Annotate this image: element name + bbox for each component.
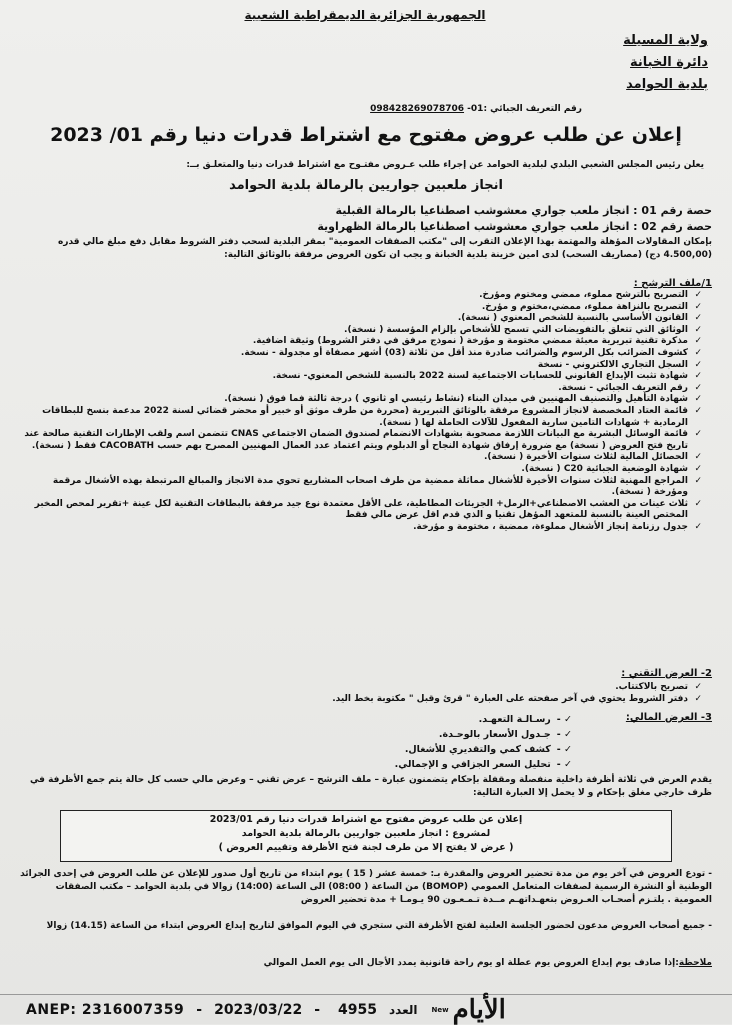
announcement-title: إعلان عن طلب عروض مفتوح مع اشتراط قدرات دنيا رقم 01/ 2023 <box>50 124 682 146</box>
deposit-paragraph: - تودع العروض في آخر يوم من مدة تحضير العروض والمقدرة بـ: خمسة عشر ( 15 ) يوم ابتداء من تاريخ أول صدور للإعلان عن طلب العروض في إحدى الجرائد الوطنية أو النشرة الرسمية لصفقات المتعامل العمومي (BOMOP) من الساعة ( 08:00) الى الساعة (14:00) زوالا في بلدية الحوامد – مكتب الصفقات العمومية . يلتـزم أصحـاب العـروض بتعهـداتهـم مــدة تـمـعـون 90 يـومـا + مدة تحضير العروض <box>20 869 712 905</box>
check-icon: ✓ <box>694 301 702 312</box>
baladiya-label: بلدية الحوامد <box>626 77 708 92</box>
envelope-line-3: ( عرض لا يفتح إلا من طرف لجنة فتح الأظرفة وتقييم العروض ) <box>218 842 514 853</box>
issue-number: 4955 <box>338 1001 378 1018</box>
list-item: ✓ جدول رزنامة إنجاز الأشغال مملوءة، ممضية ، مختومة و مؤرخة. <box>413 521 702 532</box>
list-item: ✓ تصريح بالاكتتاب. <box>615 682 702 692</box>
list-item: ✓ الحصائل المالية لثلاث سنوات الأخيرة ( نسخة). <box>483 452 702 463</box>
list-item: ✓ -كشف كمي والتقديري للأشغال. <box>404 744 572 755</box>
check-icon: ✓ <box>694 405 702 416</box>
separator: - <box>196 1001 203 1018</box>
check-icon: ✓ <box>694 693 702 704</box>
list-item: ✓ -رسـالـة التعهـد. <box>478 714 572 725</box>
list-item: ✓ قائمة الوسائل البشرية مع البيانات اللازمة مصحوبة بشهادات الانضمام لصندوق الضمان الاجتماعي CNAS تتضمن اسم ولقب الإطارات التقنية صالحة عند تاريخ فتح العروض ( نسخة) مع ضرورة إرفاق شهادة النجاح أو الدبلوم ويتم اعتماد عدد العمال المهنيين المصرح بهم حسب CACOBATH فقط ( نسخة). <box>24 429 702 451</box>
tax-id-label: رقم التعريف الجبائي :01- <box>467 104 582 114</box>
list-item: ✓ المراجع المهنية لثلاث سنوات الأخيرة للأشغال مماثلة ممضية من طرف اصحاب المشاريع تحوي مدة الانجاز والمبالغ المرتبطة بهذه الأشغال مرقمة ومؤرخة ( نسخة). <box>52 475 702 498</box>
check-icon: ✓ <box>694 521 702 532</box>
list-item: ✓ التصريح بالترشح مملوء، ممضي ومختوم ومؤرخ. <box>479 290 702 300</box>
envelope-line-1: إعلان عن طلب عروض مفتوح مع اشتراط قدرات دنيا رقم 2023/01 <box>209 814 523 825</box>
check-icon: ✓ - <box>556 759 572 770</box>
list-item: ✓ ثلاث عينات من العشب الاصطناعي+الرمل+ الجزيئات المطاطية، على الأقل معتمدة نوع جيد مرفقة بالبطاقات التقنية لكل عينة +تقرير لمحص المخبر المختص العينة بالنسبة للمتعهد المؤهل تقنيا و الذي قدم اقل عرض مالي فقط <box>34 498 702 521</box>
new-tag: New <box>431 1005 449 1014</box>
daira-label: دائرة الخبانة <box>630 55 708 70</box>
invite-paragraph: - جميع أصحاب العروض مدعون لحضور الجلسة العلنية لفتح الأظرفة التي ستجري في اليوم الموافق لتاريخ إيداع العروض ابتداء من الساعة (14.15) زوالا <box>46 921 712 931</box>
intro-text: يعلن رئيس المجلس الشعبي البلدي لبلدية الحوامد عن إجراء طلب عـروض مفتـوح مع اشتراط قدرات دنيا والمتعلـق بــ: <box>186 160 704 170</box>
administration-block <box>623 30 708 96</box>
section-candidacy-title: 1/ملف الترشح : <box>633 278 712 289</box>
project-name: انجاز ملعبين جواريين بالرمالة بلدية الحوامد <box>229 178 503 193</box>
check-icon: ✓ <box>694 371 702 382</box>
check-icon: ✓ <box>694 452 702 463</box>
check-icon: ✓ <box>694 290 702 300</box>
newspaper-logo: الأيام <box>452 994 506 1025</box>
list-item: ✓ رقم التعريف الجبائي - نسخة. <box>558 382 702 393</box>
envelope-box <box>60 810 672 862</box>
envelope-line-2: لمشروع : انجاز ملعبين جواريين بالرمالة بلدية الحوامد <box>241 828 491 839</box>
check-icon: ✓ <box>694 347 702 358</box>
section-financial-title: 3- العرض المالي: <box>625 712 712 723</box>
list-item: ✓ دفتر الشروط يحتوي في آخر صفحته على العبارة " قرئ وقبل " مكتوبة بخط اليد. <box>332 693 702 704</box>
check-icon: ✓ - <box>556 744 572 755</box>
wilaya-label: ولاية المسيلة <box>623 33 708 48</box>
lot-2: حصة رقم 02 : انجاز ملعب جواري معشوشب اصطناعيا بالرمالة الظهراوية <box>317 220 712 233</box>
check-icon: ✓ <box>694 336 702 347</box>
lot-1: حصة رقم 01 : انجاز ملعب جواري معشوشب اصطناعيا بالرمالة القبلية <box>335 204 712 217</box>
list-item: ✓ السجل التجاري الالكتروني - نسخة <box>537 359 702 370</box>
financial-list <box>395 712 572 772</box>
issue-date: 2023/03/22 <box>214 1001 303 1018</box>
check-icon: ✓ - <box>556 729 572 740</box>
candidacy-list <box>20 290 702 533</box>
call-paragraph: بإمكان المقاولات المؤهلة والمهتمة بهذا الإعلان التقرب إلى "مكتب الصفقات العمومية" بمقر البلدية لسحب دفتر الشروط مقابل دفع مبلغ مالي قدره (4.500,00 دج) (مصاريف السحب) لدى امين خزينة بلدية الخبانة و يجب ان تكون العروض مرفقة بالوثائق التالية: <box>57 237 712 260</box>
list-item: ✓ قائمة العتاد المخصصة لانجاز المشروع مرفقة بالوثائق التبريرية (محررة من طرف موثق أو خبير أو محضر قضائي لسنة 2022 مدعمة بنسخ للبطاقات الرمادية + شهادات التامين سارية المفعول للآلات الحاملة لها ( نسخة). <box>42 405 702 428</box>
check-icon: ✓ <box>694 498 702 509</box>
check-icon: ✓ <box>694 382 702 393</box>
republic-header: الجمهورية الجزائرية الديمقراطية الشعبية <box>244 8 486 22</box>
technical-list <box>20 682 702 705</box>
check-icon: ✓ <box>694 429 702 440</box>
list-item: ✓ شهادة تثبت الإيداع القانوني للحسابات الاجتماعية لسنة 2022 بالنسبة للشخص المعنوي- نسخة. <box>272 371 702 382</box>
anep-number: ANEP: 2316007359 <box>26 1001 185 1018</box>
section-technical-title: 2- العرض التقني : <box>621 668 712 679</box>
list-item: ✓ التصريح بالنزاهة مملوء، ممضي،مختوم و مؤرخ. <box>481 301 702 312</box>
check-icon: ✓ <box>694 313 702 324</box>
list-item: ✓ القانون الأساسي بالنسبة للشخص المعنوي ( نسخة). <box>457 313 702 324</box>
separator: - <box>314 1001 321 1018</box>
list-item: ✓ مذكرة تقنية تبريرية معبئة ممضي مختومة و مؤرخة ( نموذج مرفق في دفتر الشروط) وثيقة اضافية. <box>252 336 702 347</box>
list-item: ✓ -تحليل السعر الجزافي و الإجمالي. <box>394 759 572 770</box>
tax-id <box>370 104 582 114</box>
list-item: ✓ شهادة التأهيل والتصنيف المهنيين في ميدان البناء (نشاط رئيسي او ثانوي ) درجة ثالثة فما فوق ( نسخة). <box>224 394 702 405</box>
check-icon: ✓ <box>694 682 702 692</box>
footer-bar <box>0 994 732 1024</box>
list-item: ✓ -جـدول الأسعار بالوحـدة. <box>438 729 572 740</box>
note <box>264 958 712 968</box>
check-icon: ✓ <box>694 394 702 405</box>
check-icon: ✓ <box>694 475 702 486</box>
list-item: ✓ كشوف الضرائب بكل الرسوم والضرائب صادرة منذ أقل من ثلاثة (03) أشهر مصفاة أو مجدولة - نسخة. <box>240 347 702 358</box>
issue-label: العدد <box>389 1002 418 1017</box>
check-icon: ✓ <box>694 463 702 474</box>
check-icon: ✓ - <box>556 714 572 725</box>
list-item: ✓ شهادة الوضعية الجبائية C20 ( نسخة). <box>521 463 702 474</box>
tax-id-value: 098428269078706 <box>370 104 465 114</box>
note-label: ملاحظة <box>678 958 712 968</box>
check-icon: ✓ <box>694 324 702 335</box>
list-item: ✓ الوثائق التي تتعلق بالتفويضات التي تسمح للأشخاص بإلزام المؤسسة ( نسخة). <box>344 324 702 335</box>
note-text: :إذا صادف يوم إيداع العروض يوم عطلة او يوم راحة قانونية يمدد الأجال الى يوم العمل الموالي <box>263 958 679 968</box>
offer-paragraph: يقدم العرض في ثلاثة أظرفة داخلية منفصلة ومقفلة بإحكام يتضمنون عبارة – ملف الترشح – عرض تقني – وعرض مالي حسب كل حالة يتم جمع الأظرفة في ظرف خارجي مغلق بإحكام و لا يحمل إلا العبارة التالية: <box>29 775 712 798</box>
check-icon: ✓ <box>694 359 702 370</box>
